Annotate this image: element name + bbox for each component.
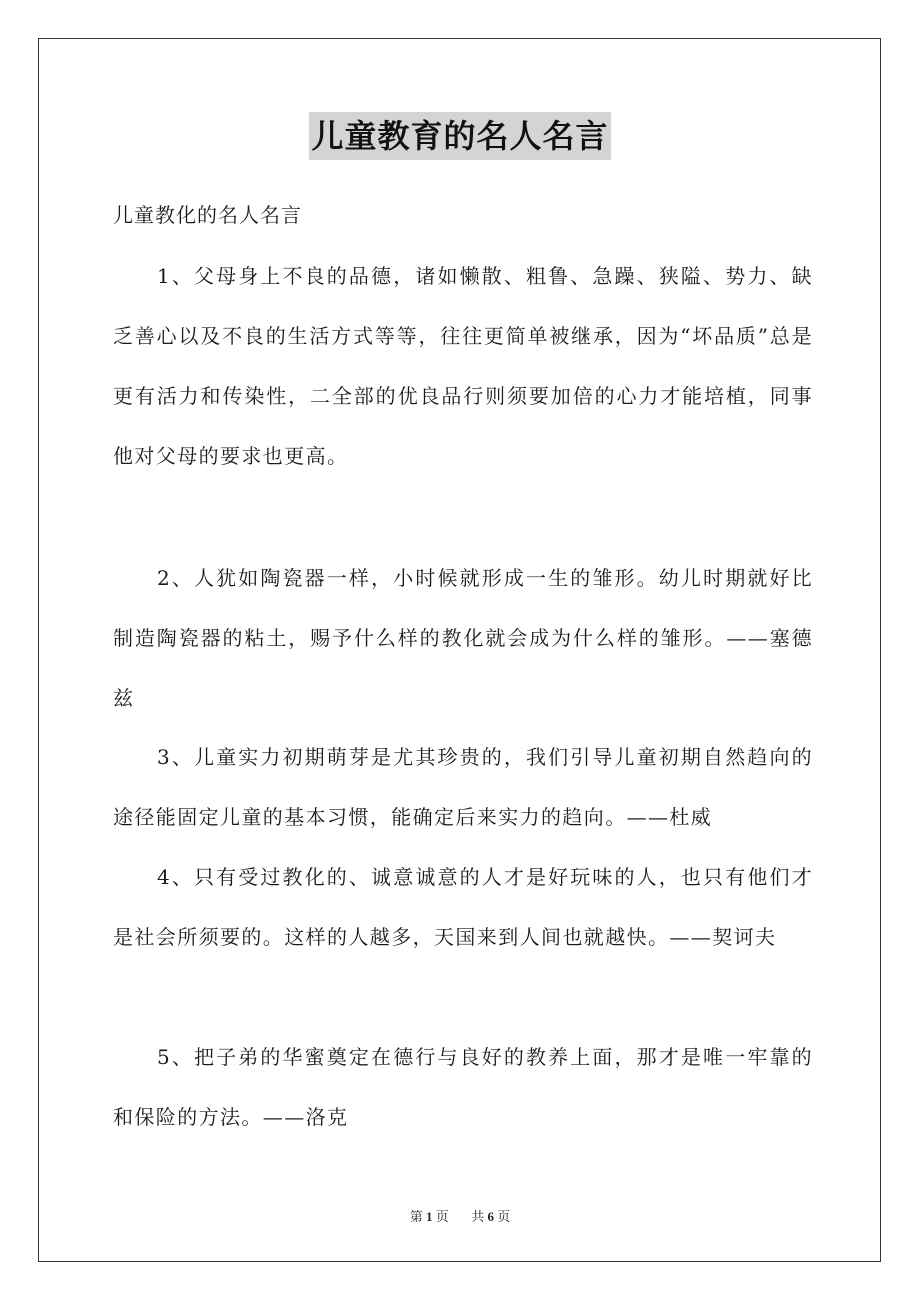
quote-paragraph-3: 3、儿童实力初期萌芽是尤其珍贵的，我们引导儿童初期自然趋向的途径能固定儿童的基本习惯，能确定后来实力的趋向。——杜威 bbox=[113, 745, 813, 829]
quote-paragraph-2: 2、人犹如陶瓷器一样，小时候就形成一生的雏形。幼儿时期就好比制造陶瓷器的粘土，赐予什么样的教化就会成为什么样的雏形。——塞德兹 bbox=[113, 566, 813, 710]
footer-page-prefix: 第 bbox=[409, 1209, 423, 1224]
document-title: 儿童教育的名人名言 bbox=[309, 112, 610, 160]
quote-paragraph-4: 4、只有受过教化的、诚意诚意的人才是好玩味的人，也只有他们才是社会所须要的。这样的人越多，天国来到人间也就越快。——契诃夫 bbox=[113, 865, 813, 949]
quote-paragraph-1: 1、父母身上不良的品德，诸如懒散、粗鲁、急躁、狭隘、势力、缺乏善心以及不良的生活方式等等，往往更简单被继承，因为“坏品质”总是更有活力和传染性，二全部的优良品行则须要加倍的心力才能培植，同事他对父母的要求也更高。 bbox=[113, 264, 813, 468]
title-container bbox=[0, 112, 920, 160]
footer-page-number: 1 bbox=[425, 1209, 433, 1224]
footer-page-suffix: 页 bbox=[435, 1209, 449, 1224]
footer-total-prefix: 共 bbox=[471, 1209, 485, 1224]
footer-total-pages: 6 bbox=[487, 1209, 495, 1224]
page-footer bbox=[0, 1206, 920, 1225]
footer-total-suffix: 页 bbox=[497, 1209, 511, 1224]
document-subtitle: 儿童教化的名人名言 bbox=[113, 203, 302, 227]
quote-paragraph-5: 5、把子弟的华蜜奠定在德行与良好的教养上面，那才是唯一牢靠的和保险的方法。——洛克 bbox=[113, 1045, 813, 1129]
